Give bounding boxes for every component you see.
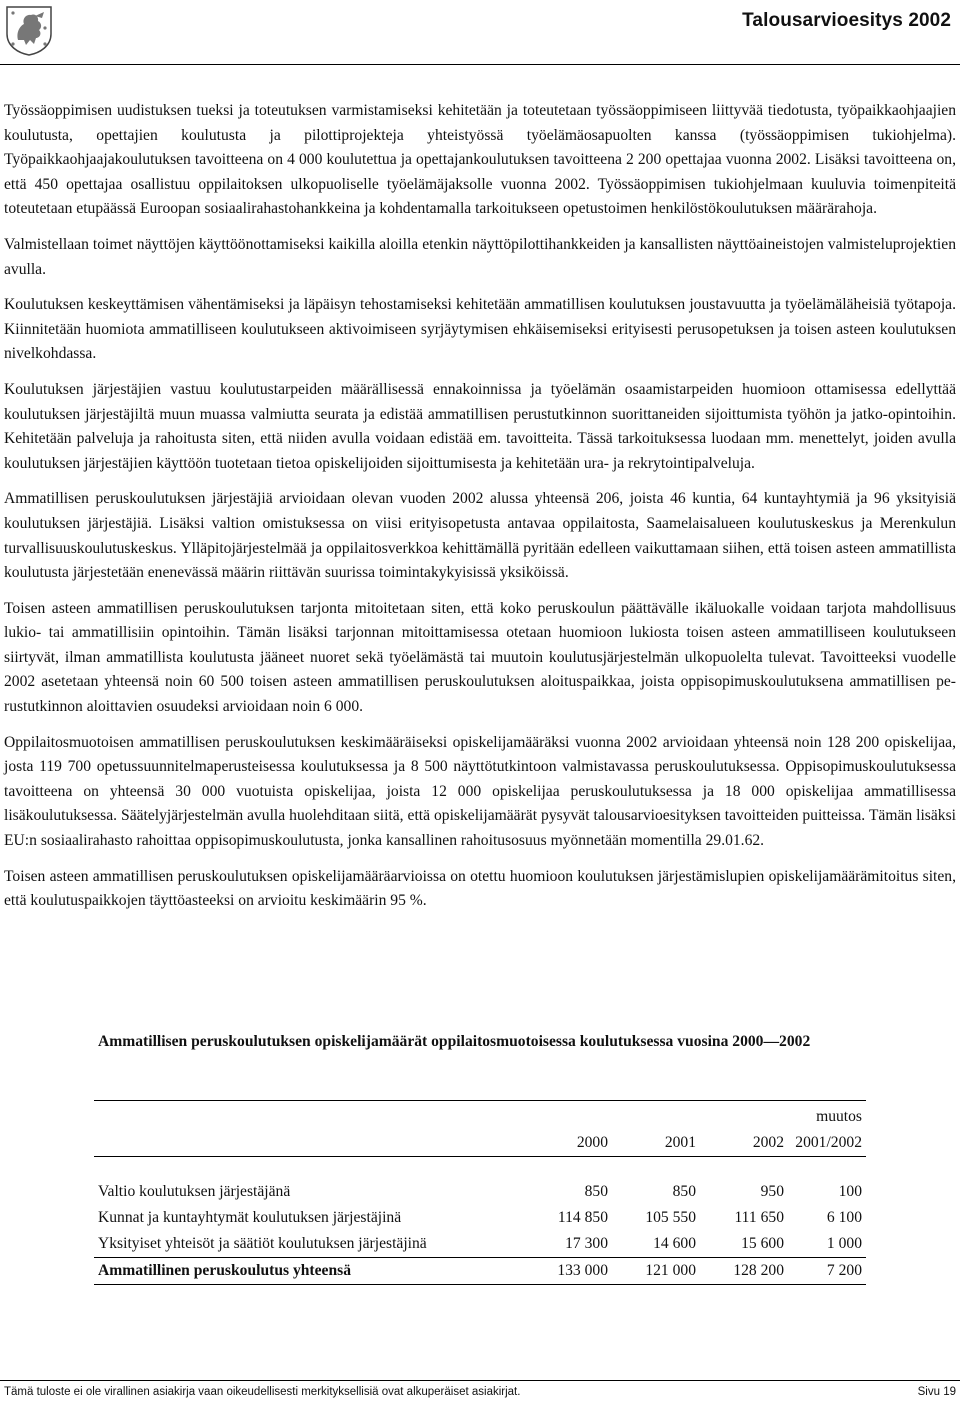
- paragraph: Toisen asteen ammatillisen peruskoulutuksen tarjonta mitoitetaan siten, että koko peruskoulun päättävälle ikäluokalle voidaan tarjota mahdollisuus lukio- tai ammatillisiin opintoihin. Tämän lisäksi tarjonnan mitoittamisessa otetaan huomioon lukiosta toisen asteen ammatilliseen koulutukseen siirtyvät, ilman ammatillista koulutusta jääneet nuoret sekä työelämästä tai muutoin koulutusjärjestelmän ulkopuolelta tulevat. Tavoitteeksi vuodelle 2002 asetetaan yhteensä noin 60 500 toisen asteen ammatillisen peruskoulutuksen aloituspaikkaa, joista oppisopimuskoulutuksena ammatillisen perustutkinnon aloittavien osuudeksi arvioidaan noin 6 000.: [4, 599, 956, 716]
- paragraph: Ammatillisen peruskoulutuksen järjestäjiä arvioidaan olevan vuoden 2002 alussa yhteensä 206, joista 46 kuntia, 64 kuntayhtymiä ja 96 yksityisiä koulutuksen järjestäjiä. Lisäksi valtion omistuksessa on viisi erityisopetusta antavaa oppilaitosta, Saamelaisalueen koulutuskeskus ja Merenkulun turvallisuuskoulutuskeskus. Ylläpitojärjestelmää ja oppilaitosverkkoa kehittämällä pyritään edelleen vaikuttamaan siihen, että toisen asteen ammatillista koulutusta järjestetään enenevässä määrin riittävän suurissa toimintakykyisissä yksiköissä.: [4, 490, 956, 582]
- header-rule: [0, 64, 960, 65]
- table-cell: 15 600: [741, 1235, 784, 1252]
- row-label: Kunnat ja kuntayhtymät koulutuksen järjestäjinä: [98, 1209, 402, 1226]
- table-cell: 17 300: [565, 1235, 608, 1252]
- paragraph: Koulutuksen järjestäjien vastuu koulutustarpeiden määrällisessä ennakoinnissa ja työelämän osaamistarpeiden huomioon ottamisessa edellyttää koulutuksen järjestäjiltä muun muassa valmiutta seurata ja edistää ammatillisen perustutkinnon suorittaneiden sijoittumista työhön ja jatko-opintoihin. Kehitetään palveluja ja rahoitusta siten, että niiden avulla voidaan edistää em. tavoitteita. Tässä tarkoituksessa luodaan mm. menettelyt, joiden avulla koulutuksen järjestäjien käyttöön tuotetaan tietoa opiskelijoiden sijoittumisesta ja kehitetään ura- ja rekrytointipalveluja.: [4, 380, 956, 472]
- table-cell: 121 000: [612, 1258, 700, 1285]
- student-count-table: [94, 1100, 866, 1285]
- page-number: Sivu 19: [917, 1386, 956, 1398]
- column-header: 2000: [576, 1134, 608, 1151]
- table-row: [94, 1179, 866, 1205]
- table-cell: 14 600: [653, 1235, 696, 1252]
- table-cell: 7 200: [788, 1258, 866, 1285]
- table-cell: 111 650: [734, 1209, 784, 1226]
- paragraph: Toisen asteen ammatillisen peruskoulutuksen opiskelijamääräarvioissa on otettu huomioon koulutuksen järjestämislupien opiskelijamäärämitoitus siten, että koulutuspaikkojen täyttöasteeksi on arvioitu keskimäärin 95 %.: [4, 867, 956, 910]
- table-cell: 100: [838, 1183, 862, 1200]
- table-title: Ammatillisen peruskoulutuksen opiskelijamäärät oppilaitosmuotoisessa koulutuksessa vuosina 2000—2002: [98, 1033, 811, 1050]
- column-header: 2001/2002: [795, 1134, 862, 1151]
- table-cell: 133 000: [524, 1258, 612, 1285]
- table-cell: 6 100: [826, 1209, 862, 1226]
- table-cell: 850: [672, 1183, 696, 1200]
- table-header-row: [94, 1130, 866, 1157]
- table-cell: 950: [760, 1183, 784, 1200]
- table-cell: 105 550: [645, 1209, 696, 1226]
- column-header-change: muutos: [816, 1108, 862, 1125]
- footer-disclaimer: Tämä tuloste ei ole virallinen asiakirja vaan oikeudellisesti merkityksellisiä ovat alkuperäiset asiakirjat.: [4, 1386, 521, 1398]
- page-footer: [4, 1386, 956, 1398]
- body-text: [4, 99, 956, 925]
- total-label: Ammatillinen peruskoulutus yhteensä: [94, 1258, 524, 1285]
- paragraph: Oppilaitosmuotoisen ammatillisen peruskoulutuksen keskimääräiseksi opiskelijamääräksi vuonna 2002 arvioidaan yhteensä noin 128 200 opiskelijaa, josta 119 700 opetussuunnitelmaperusteisessa koulutuksessa ja 8 500 näyttötutkintoon valmistavassa peruskoulutuksessa. Oppisopimuskoulutuksessa tavoitteena on yhteensä 30 000 vuotuista opiskelijaa, joista 12 000 opiskelijaa peruskoulutuksessa ja 18 000 opiskelijaa ammatillisessa lisäkoulutuksessa. Säätelyjärjestelmän avulla huolehditaan siitä, että opiskelijamäärät pysyvät talousarvioesityksen tavoitteiden puitteissa. Tämän lisäksi EU:n sosiaalirahasto rahoittaa oppisopimuskoulutusta, jonka kansallinen rahoitusosuus myönnetään momentilla 29.01.62.: [4, 733, 956, 850]
- footer-rule: [0, 1380, 960, 1381]
- paragraph: Työssäoppimisen uudistuksen tueksi ja toteutuksen varmistamiseksi kehitetään ja toteutetaan työssäoppimiseen liittyvää tiedotusta, työpaikkaohjaajien koulutusta, opettajien koulutusta ja pilottiprojekteja yhteistyössä työelämäosapuolten kanssa (työssäoppimisen tukiohjelma). Työpaikkaohjaajakoulutuksen tavoitteena on 4 000 koulutettua ja opettajankoulutuksen tavoitteena 2 200 opettajaa vuonna 2002. Lisäksi tavoitteena on, että 450 opettajaa osallistuu oppilaitoksen ulkopuoliselle työelämäjaksolle vuonna 2002. Työssäoppimisen tukiohjelmaan kuuluvia toimenpiteitä toteutetaan etupäässä Euroopan sosiaalirahastohankkeina ja kohdentamalla tarkoitukseen opetustoimen henkilöstökoulutuksen määrärahoja.: [4, 102, 956, 218]
- table-cell: 128 200: [700, 1258, 788, 1285]
- table-cell: 1 000: [826, 1235, 862, 1252]
- document-title: Talousarvioesitys 2002: [742, 10, 951, 31]
- row-label: Yksityiset yhteisöt ja säätiöt koulutuksen järjestäjinä: [98, 1235, 427, 1252]
- table-header-row-top: [94, 1104, 866, 1130]
- table-row: [94, 1205, 866, 1231]
- table-row: [94, 1231, 866, 1258]
- column-header: 2002: [752, 1134, 784, 1151]
- row-label: Valtio koulutuksen järjestäjänä: [98, 1183, 291, 1200]
- column-header: 2001: [664, 1134, 696, 1151]
- coat-of-arms-logo: [4, 4, 54, 56]
- table-cell: 114 850: [557, 1209, 608, 1226]
- paragraph: Valmistellaan toimet näyttöjen käyttöönottamiseksi kaikilla aloilla etenkin näyttöpilottihankkeiden ja kansallisten näyttöaineistojen valmisteluprojektien avulla.: [4, 235, 956, 278]
- table-cell: 850: [584, 1183, 608, 1200]
- table-total-row: [94, 1258, 866, 1285]
- paragraph: Koulutuksen keskeyttämisen vähentämiseksi ja läpäisyn tehostamiseksi kehitetään ammatillisen koulutuksen joustavuutta ja työelämäläheisiä työtapoja. Kiinnitetään huomiota ammatilliseen koulutukseen aktivoimiseen syrjäytymisen ehkäisemiseksi erityisesti perusopetuksen ja toisen asteen koulutuksen nivelkohdassa.: [4, 296, 956, 363]
